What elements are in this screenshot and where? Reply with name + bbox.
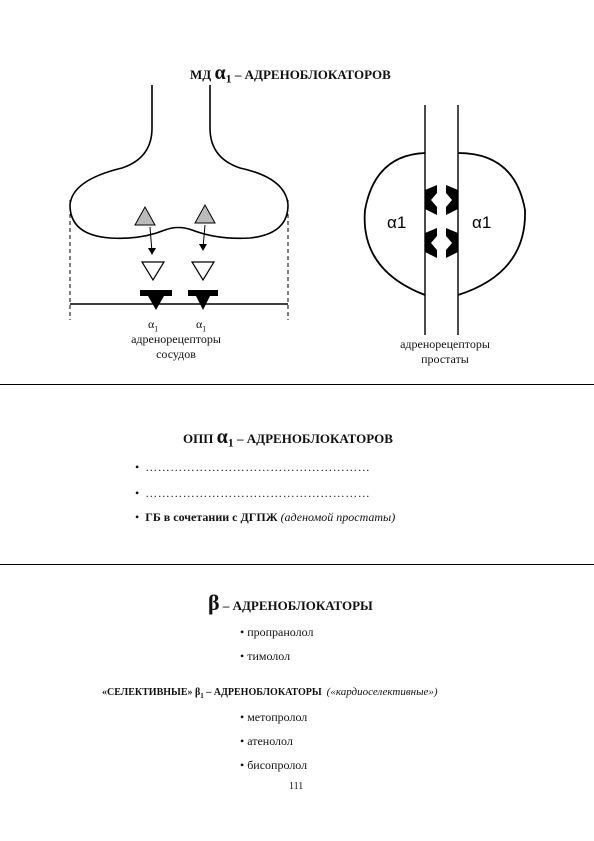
prostate-receptor-diagram bbox=[355, 105, 540, 335]
prostate-receptor-left-lower bbox=[425, 228, 437, 258]
selective-item-2: • атенолол bbox=[240, 734, 293, 748]
vascular-alpha-symbol-1: α bbox=[148, 317, 155, 331]
vascular-alpha-symbol-2: α bbox=[196, 317, 203, 331]
bullet-3: • bbox=[135, 510, 140, 524]
selective-title-sub: 1 bbox=[200, 692, 204, 700]
prostate-receptor-right-upper bbox=[446, 185, 458, 215]
prostate-caption-line1: адренорецепторы bbox=[400, 337, 490, 351]
nonselective-item-2: • тимолол bbox=[240, 649, 291, 663]
section1-title-sub: 1 bbox=[225, 71, 232, 86]
section2-title-prefix: ОПП bbox=[183, 431, 214, 446]
indication-item-1 bbox=[135, 460, 370, 475]
selective-title-bold: «СЕЛЕКТИВНЫЕ» β bbox=[102, 687, 201, 698]
section3-title-suffix: – АДРЕНОБЛОКАТОРЫ bbox=[222, 598, 373, 613]
section1-title-suffix: – АДРЕНОБЛОКАТОРОВ bbox=[234, 67, 391, 82]
prostate-cell-right bbox=[458, 153, 525, 295]
vascular-alpha-sub-1: 1 bbox=[154, 324, 159, 334]
vascular-caption-line2: сосудов bbox=[156, 347, 196, 361]
vascular-alpha-label-2 bbox=[196, 317, 206, 333]
divider-1 bbox=[0, 384, 594, 385]
vascular-synapse-diagram bbox=[60, 80, 300, 325]
mediator-triangle-right bbox=[192, 262, 214, 280]
section2-title bbox=[183, 426, 393, 451]
bullet-1: • bbox=[135, 460, 140, 474]
selective-item-3: • бисопролол bbox=[240, 758, 308, 772]
vascular-alpha-sub-2: 1 bbox=[202, 324, 207, 334]
section2-title-greek: α bbox=[216, 426, 228, 448]
indication-text-bold: ГБ в сочетании с ДГПЖ bbox=[145, 510, 278, 524]
nerve-terminal-outline bbox=[70, 85, 288, 238]
alpha1-receptor-left bbox=[140, 290, 172, 310]
vesicle-triangle-left bbox=[135, 207, 155, 225]
section2-title-suffix: – АДРЕНОБЛОКАТОРОВ bbox=[237, 431, 393, 446]
nonselective-item-1: • пропранолол bbox=[240, 625, 314, 639]
divider-2 bbox=[0, 564, 594, 565]
selective-item-1: • метопролол bbox=[240, 710, 308, 724]
prostate-alpha-left: α1 bbox=[387, 213, 407, 232]
section3-title bbox=[208, 590, 373, 616]
selective-title-italic: («кардиоселективные») bbox=[326, 686, 438, 698]
indication-blank-1: ……………………………………………… bbox=[145, 460, 371, 474]
section3-title-greek: β bbox=[208, 590, 220, 615]
bullet-2: • bbox=[135, 486, 140, 500]
indication-blank-2: ……………………………………………… bbox=[145, 486, 371, 500]
prostate-alpha-right: α1 bbox=[472, 213, 492, 232]
release-arrowhead-left bbox=[148, 248, 156, 255]
prostate-caption bbox=[385, 337, 505, 367]
selective-title-rest: – АДРЕНОБЛОКАТОРЫ bbox=[206, 687, 322, 698]
prostate-receptor-right-lower bbox=[446, 228, 458, 258]
section1-title-prefix: МД bbox=[190, 67, 212, 82]
indication-item-2 bbox=[135, 486, 370, 501]
page-number: 111 bbox=[289, 781, 304, 792]
vascular-caption bbox=[116, 332, 236, 362]
vascular-caption-line1: адренорецепторы bbox=[131, 332, 221, 346]
alpha1-receptor-right bbox=[188, 290, 218, 310]
mediator-triangle-left bbox=[142, 262, 164, 280]
indication-item-3 bbox=[135, 510, 395, 525]
release-arrowhead-right bbox=[199, 244, 207, 251]
indication-text-italic: (аденомой простаты) bbox=[280, 510, 396, 524]
prostate-caption-line2: простаты bbox=[421, 352, 469, 366]
selective-title bbox=[102, 686, 438, 700]
vesicle-triangle-right bbox=[195, 205, 215, 223]
prostate-receptor-left-upper bbox=[425, 185, 437, 215]
vascular-alpha-label-1 bbox=[148, 317, 158, 333]
section2-title-sub: 1 bbox=[227, 435, 234, 450]
section1-title-greek: α bbox=[214, 62, 226, 84]
